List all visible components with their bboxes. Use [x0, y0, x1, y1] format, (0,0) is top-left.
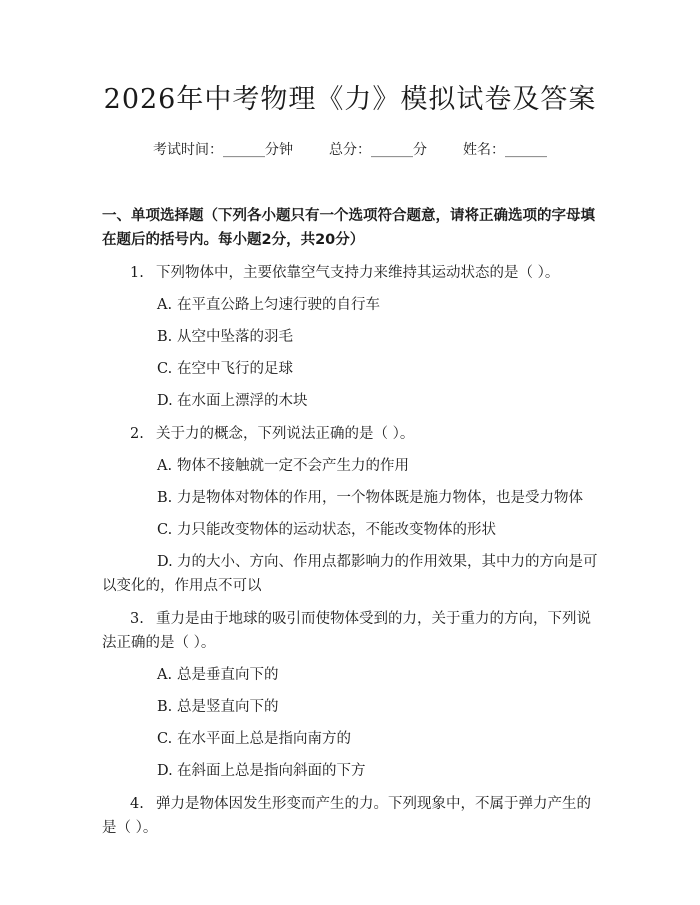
section-heading: 一、单项选择题（下列各小题只有一个选项符合题意，请将正确选项的字母填在题后的括号内。每小题2分，共20分） — [102, 208, 595, 248]
option-text: 在水平面上总是指向南方的 — [177, 731, 351, 747]
option-3c — [102, 727, 598, 751]
option-text: 力的大小、方向、作用点都影响力的作用效果，其中力的方向是可以变化的，作用点不可以 — [102, 554, 598, 594]
question-3 — [102, 607, 598, 655]
option-2c — [102, 518, 598, 542]
option-text: 在水面上漂浮的木块 — [177, 393, 308, 409]
question-stem: 重力是由于地球的吸引而使物体受到的力，关于重力的方向，下列说法正确的是（ ）。 — [102, 611, 591, 651]
option-letter: B. — [157, 490, 173, 506]
option-letter: D. — [157, 554, 173, 570]
question-stem: 下列物体中，主要依靠空气支持力来维持其运动状态的是（ ）。 — [156, 265, 560, 281]
question-4 — [102, 792, 598, 840]
option-1a — [102, 293, 598, 317]
student-name-field: 姓名：______ — [463, 142, 547, 158]
option-1c — [102, 357, 598, 381]
option-text: 总是竖直向下的 — [177, 699, 279, 715]
option-text: 在平直公路上匀速行驶的自行车 — [177, 297, 380, 313]
option-2d — [102, 550, 598, 598]
option-letter: C. — [157, 361, 173, 377]
option-text: 从空中坠落的羽毛 — [177, 329, 293, 345]
question-stem: 关于力的概念，下列说法正确的是（ ）。 — [156, 426, 415, 442]
page-title: 2026年中考物理《力》模拟试卷及答案 — [103, 84, 597, 115]
option-text: 力是物体对物体的作用，一个物体既是施力物体，也是受力物体 — [177, 490, 583, 506]
option-text: 在空中飞行的足球 — [177, 361, 293, 377]
option-letter: C. — [157, 731, 173, 747]
question-stem: 弹力是物体因发生形变而产生的力。下列现象中，不属于弹力产生的是（ ）。 — [102, 796, 591, 836]
option-text: 在斜面上总是指向斜面的下方 — [177, 763, 366, 779]
option-letter: D. — [157, 393, 173, 409]
question-number: 1. — [130, 265, 144, 281]
exam-info — [102, 140, 598, 160]
option-text: 总是垂直向下的 — [177, 667, 279, 683]
question-number: 3. — [130, 611, 144, 627]
option-3a — [102, 663, 598, 687]
option-letter: A. — [157, 297, 173, 313]
option-1d — [102, 389, 598, 413]
option-letter: A. — [157, 667, 173, 683]
question-2 — [102, 422, 598, 446]
option-text: 力只能改变物体的运动状态，不能改变物体的形状 — [177, 522, 496, 538]
option-3d — [102, 759, 598, 783]
option-1b — [102, 325, 598, 349]
option-3b — [102, 695, 598, 719]
question-number: 2. — [130, 426, 144, 442]
option-text: 物体不接触就一定不会产生力的作用 — [177, 458, 409, 474]
option-2a — [102, 454, 598, 478]
question-list — [102, 261, 598, 840]
option-letter: D. — [157, 763, 173, 779]
option-letter: A. — [157, 458, 173, 474]
option-letter: C. — [157, 522, 173, 538]
option-2b — [102, 486, 598, 510]
exam-time-field: 考试时间：______分钟 — [153, 142, 293, 158]
total-score-field: 总分：______分 — [329, 142, 427, 158]
question-1 — [102, 261, 598, 285]
option-letter: B. — [157, 329, 173, 345]
option-letter: B. — [157, 699, 173, 715]
question-number: 4. — [130, 796, 144, 812]
